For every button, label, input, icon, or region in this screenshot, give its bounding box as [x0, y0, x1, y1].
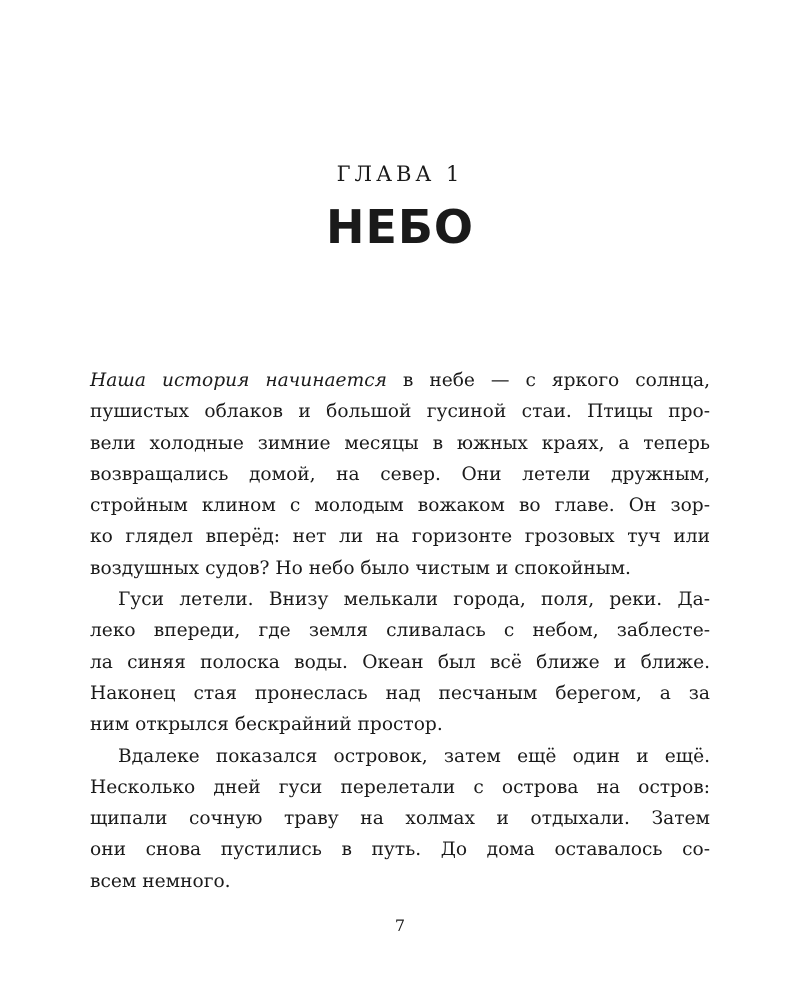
text-line: Наконец стая пронеслась над песчаным берегом, а за: [90, 682, 710, 704]
text-line: ним открылся бескрайний простор.: [90, 714, 443, 736]
body-text: [90, 365, 710, 897]
text-line: [90, 365, 710, 396]
paragraph-3: [90, 741, 710, 897]
chapter-label: ГЛАВА 1: [336, 162, 464, 186]
text-line: стройным клином с молодым вожаком во главе. Он зор-: [90, 495, 710, 517]
text-fragment: в небе — с яркого солнца,: [386, 370, 710, 391]
text-line: всем немного.: [90, 870, 231, 892]
text-line: Несколько дней гуси перелетали с острова на остров:: [90, 776, 710, 798]
italic-phrase: Наша история начинается: [90, 370, 387, 391]
paragraph-1: [90, 365, 710, 584]
text-line: леко впереди, где земля сливалась с небом, заблесте-: [90, 620, 710, 642]
text-line: Гуси летели. Внизу мелькали города, поля, реки. Да-: [118, 589, 710, 611]
page-number: 7: [394, 916, 406, 935]
text-line: воздушных судов? Но небо было чистым и спокойным.: [90, 557, 631, 579]
chapter-title: НЕБО: [325, 200, 475, 254]
text-line: ла синяя полоска воды. Океан был всё ближе и ближе.: [90, 651, 710, 673]
text-line: возвращались домой, на север. Они летели дружным,: [90, 463, 710, 485]
text-line: пушистых облаков и большой гусиной стаи. Птицы про-: [90, 401, 710, 423]
text-line: они снова пустились в путь. До дома оставалось со-: [90, 839, 710, 861]
text-line: щипали сочную траву на холмах и отдыхали. Затем: [90, 808, 710, 830]
paragraph-2: [90, 584, 710, 740]
text-line: вели холодные зимние месяцы в южных краях, а теперь: [90, 432, 710, 454]
text-line: ко глядел вперёд: нет ли на горизонте грозовых туч или: [90, 526, 710, 548]
text-line: Вдалеке показался островок, затем ещё один и ещё.: [118, 745, 710, 767]
